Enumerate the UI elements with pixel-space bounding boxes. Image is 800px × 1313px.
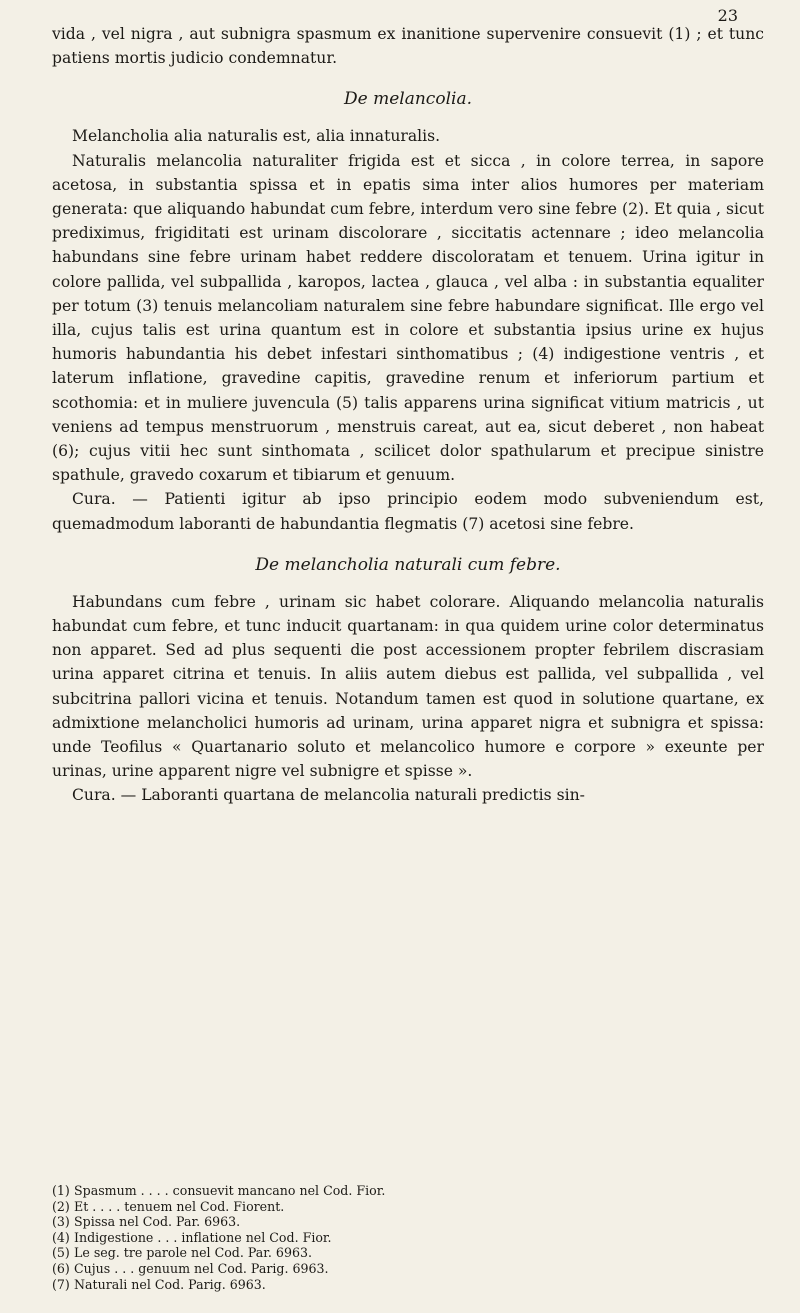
footnote: (4) Indigestione . . . inflatione nel Cod. Fior.: [52, 1229, 332, 1245]
section-heading-cum-febre: De melancholia naturali cum febre.: [255, 554, 561, 575]
opening-paragraph: vida , vel nigra , aut subnigra spasmum ex inanitione supervenire consuevit (1) ; et tunc patiens mortis judicio condemnatur.: [52, 25, 764, 68]
footnote: (6) Cujus . . . genuum nel Cod. Parig. 6963.: [52, 1260, 329, 1276]
footnote: (3) Spissa nel Cod. Par. 6963.: [52, 1214, 241, 1230]
footnote: (5) Le seg. tre parole nel Cod. Par. 6963.: [52, 1245, 312, 1261]
paragraph-habundans: Habundans cum febre , urinam sic habet colorare. Aliquando melancolia naturalis habundat cum febre, et tunc inducit quartanam: in qua quidem urine color determinatus non apparet. Sed ad plus sequenti die post accessionem propter febrilem discrasiam urina apparet citrina et tenuis. In aliis autem diebus est pallida, vel subpallida , vel subcitrina pallori vicina et tenuis. Notandum tamen est quod in solutione quartane, ex admixtione melancholici humoris ad urinam, urina apparet nigra et subnigra et spissa: unde Teofilus « Quartanario soluto et melancolico humore e corpore » exeunte per urinas, urine apparent nigre vel subnigre et spisse ».: [52, 592, 764, 781]
main-text: [52, 22, 764, 808]
footnote: (7) Naturali nel Cod. Parig. 6963.: [52, 1276, 266, 1292]
paragraph-cura-2: Cura. — Laboranti quartana de melancolia naturali predictis sin-: [72, 786, 585, 805]
section-heading-melancolia: De melancolia.: [344, 89, 472, 110]
paragraph-cura-1: Cura. — Patienti igitur ab ipso principio eodem modo subveniendum est, quemadmodum laboranti de habundantia flegmatis (7) acetosi sine febre.: [52, 490, 764, 533]
footnotes: [52, 1183, 764, 1292]
paragraph-naturalis: Naturalis melancolia naturaliter frigida est et sicca , in colore terrea, in sapore acetosa, in substantia spissa et in epatis sima inter alios humores per materiam generata: que aliquando habundat cum febre, interdum vero sine febre (2). Et quia , sicut prediximus, frigiditati est urinam discolorare , siccitatis actennare ; ideo melancolia habundans sine febre urinam habet reddere discoloratam et tenuem. Urina igitur in colore pallida, vel subpallida , karopos, lactea , glauca , vel alba : in substantia equaliter per totum (3) tenuis melancoliam naturalem sine febre habundare significat. Ille ergo vel illa, cujus talis est urina quantum est in colore et substantia ipsius urine ex hujus humoris habundantia his debet infestari sinthomatibus ; (4) indigestione ventris , et laterum inflatione, gravedine capitis, gravedine renum et inferiorum partium et scothomia: et in muliere juvencula (5) talis apparens urina significat vitium matricis , ut veniens ad tempus menstruorum , menstruis careat, aut ea, sicut deberet , non habeat (6); cujus vitii hec sunt sinthomata , scilicet dolor spathularum et precipue sinistre spathule, gravedo coxarum et tibiarum et genuum.: [52, 151, 764, 485]
page-number: 23: [717, 6, 738, 25]
footnote: (2) Et . . . . tenuem nel Cod. Fiorent.: [52, 1198, 285, 1214]
footnote: (1) Spasmum . . . . consuevit mancano nel Cod. Fior.: [52, 1183, 386, 1198]
paragraph-definition: Melancholia alia naturalis est, alia innaturalis.: [72, 127, 441, 146]
